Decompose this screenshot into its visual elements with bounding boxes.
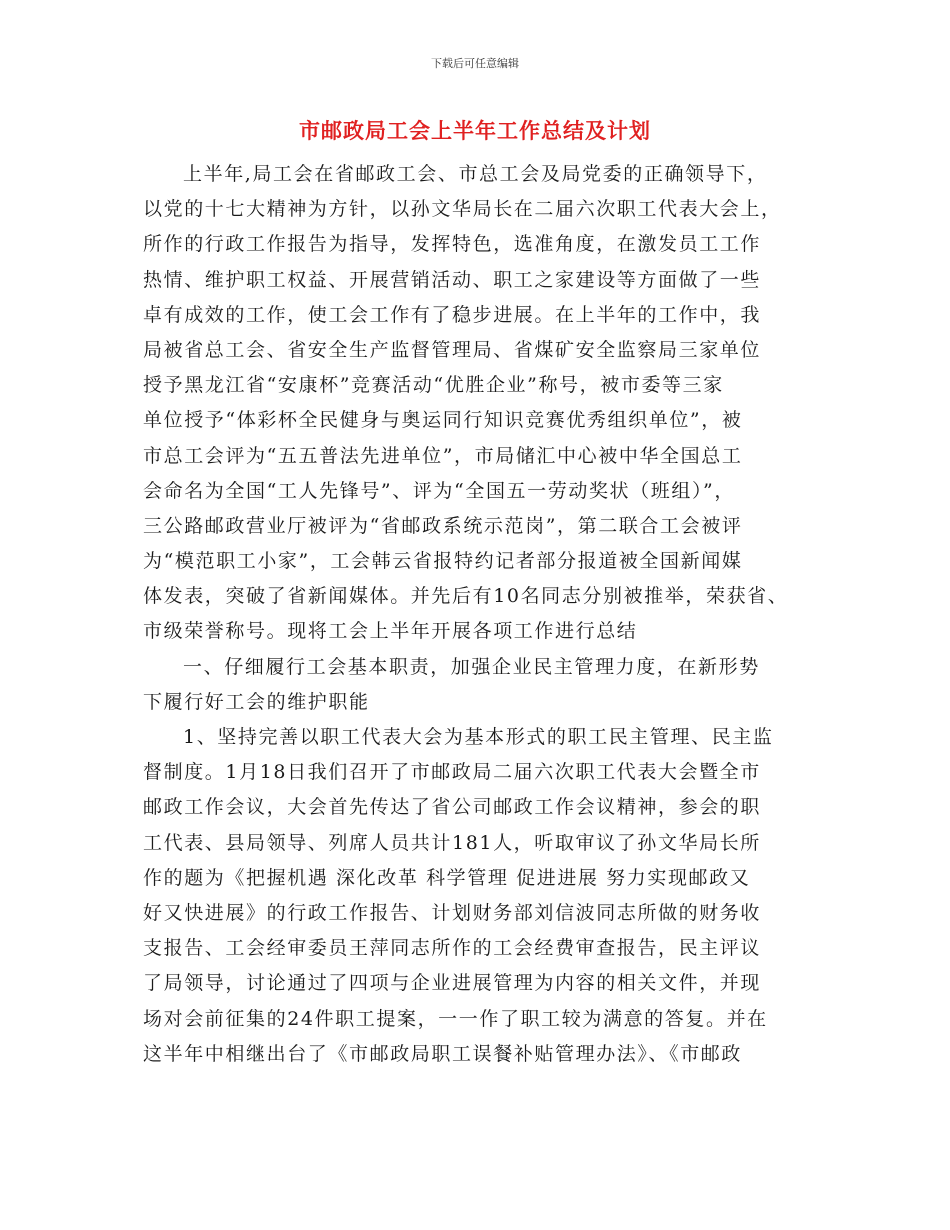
body-line: 上半年,局工会在省邮政工会、市总工会及局党委的正确领导下， (183, 163, 768, 185)
body-line: 场对会前征集的24件职工提案，一一作了职工较为满意的答复。并在 (143, 1007, 768, 1030)
body-line: 邮政工作会议，大会首先传达了省公司邮政工作会议精神，参会的职 (143, 796, 762, 819)
body-line: 三公路邮政营业厅被评为“省邮政系统示范岗”，第二联合工会被评 (143, 514, 743, 537)
body-line: 会命名为全国“工人先锋号”、评为“全国五一劳动奖状（班组）”， (143, 479, 735, 502)
document-title: 市邮政局工会上半年工作总结及计划 (299, 118, 651, 143)
body-line: 体发表，突破了省新闻媒体。并先后有10名同志分别被推举，荣获省、 (143, 585, 789, 608)
body-line: 授予黑龙江省“安康杯”竞赛活动“优胜企业”称号，被市委等三家 (143, 374, 724, 397)
body-line: 作的题为《把握机遇 深化改革 科学管理 促进进展 努力实现邮政又 (143, 866, 751, 889)
body-line: 下履行好工会的维护职能 (143, 690, 370, 713)
body-line: 热情、维护职工权益、开展营销活动、职工之家建设等方面做了一些 (143, 268, 762, 291)
body-line: 市级荣誉称号。现将工会上半年开展各项工作进行总结 (143, 620, 638, 643)
body-line: 以党的十七大精神为方针，以孙文华局长在二届六次职工代表大会上， (143, 198, 782, 221)
document-body (143, 157, 823, 1072)
body-line: 了局领导，讨论通过了四项与企业进展管理为内容的相关文件，并现 (143, 972, 762, 995)
body-line: 这半年中相继出台了《市邮政局职工误餐补贴管理办法》、《市邮政 (143, 1042, 743, 1065)
body-line: 好又快进展》的行政工作报告、计划财务部刘信波同志所做的财务收 (143, 901, 762, 924)
body-line: 为“模范职工小家”，工会韩云省报特约记者部分报道被全国新闻媒 (143, 550, 743, 573)
body-line: 一、仔细履行工会基本职责，加强企业民主管理力度，在新形势 (183, 655, 760, 678)
body-line: 卓有成效的工作，使工会工作有了稳步进展。在上半年的工作中，我 (143, 303, 762, 326)
body-line: 所作的行政工作报告为指导，发挥特色，选准角度，在激发员工工作 (143, 233, 762, 256)
body-line: 市总工会评为“五五普法先进单位”，市局储汇中心被中华全国总工 (143, 444, 743, 467)
body-line: 支报告、工会经审委员王萍同志所作的工会经费审查报告，民主评议 (143, 937, 762, 960)
body-line: 督制度。1月18日我们召开了市邮政局二届六次职工代表大会暨全市 (143, 761, 761, 784)
body-line: 单位授予“体彩杯全民健身与奥运同行知识竞赛优秀组织单位”，被 (143, 409, 743, 432)
body-line: 1、坚持完善以职工代表大会为基本形式的职工民主管理、民主监 (183, 726, 774, 748)
body-line: 局被省总工会、省安全生产监督管理局、省煤矿安全监察局三家单位 (143, 338, 762, 361)
body-line: 工代表、县局领导、列席人员共计181人，听取审议了孙文华局长所 (143, 831, 761, 854)
header-note: 下载后可任意编辑 (431, 57, 519, 70)
